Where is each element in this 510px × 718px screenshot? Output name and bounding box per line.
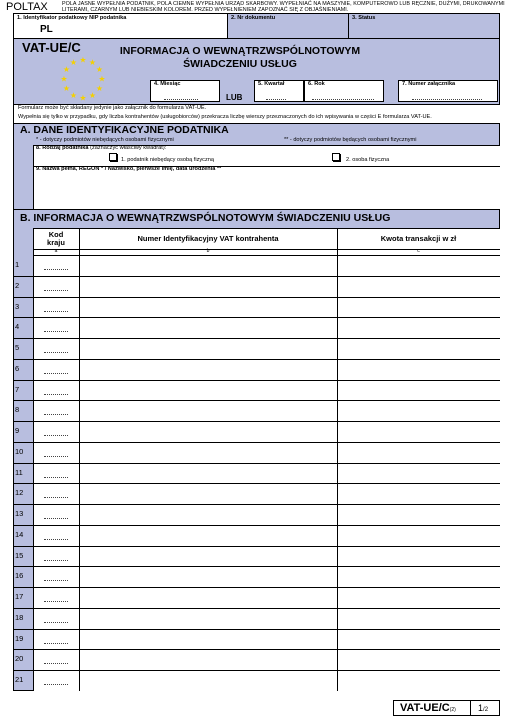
cell-vat[interactable] — [80, 525, 337, 546]
col-letter-a: a — [54, 248, 58, 254]
row-divider — [14, 359, 500, 360]
footer-version: (2) — [449, 707, 456, 713]
col-letter-c: c — [417, 248, 420, 254]
cell-vat[interactable] — [80, 442, 337, 463]
cell-amount[interactable] — [338, 546, 500, 567]
country-input-line — [44, 643, 68, 644]
star-icon: ★ — [79, 55, 87, 65]
cell-country[interactable] — [34, 338, 79, 359]
option-non-natural-checkbox[interactable] — [109, 153, 117, 161]
option-non-natural-label: 1. podatnik niebędący osobą fizyczną — [121, 157, 214, 163]
star-icon: ★ — [98, 74, 106, 84]
cell-amount[interactable] — [338, 276, 500, 297]
form-title — [110, 45, 370, 71]
country-input-line — [44, 539, 68, 540]
form-title-line2: ŚWIADCZENIU USŁUG — [183, 58, 297, 70]
country-input-line — [44, 414, 68, 415]
cell-amount[interactable] — [338, 483, 500, 504]
cell-country[interactable] — [34, 442, 79, 463]
cell-country[interactable] — [34, 566, 79, 587]
star-icon: ★ — [95, 65, 104, 74]
row-divider — [14, 463, 500, 464]
row-divider — [14, 649, 500, 650]
star-icon: ★ — [69, 91, 78, 100]
cell-country[interactable] — [34, 608, 79, 629]
cell-vat[interactable] — [80, 566, 337, 587]
filling-instructions: POLA JASNE WYPEŁNIA PODATNIK, POLA CIEMNE WYPEŁNIA URZĄD SKARBOWY. WYPEŁNIAĆ NA MASZYNIE, KOMPUTEROWO LUB RĘCZNIE, DUŻYMI, DRUKOWANYMI LITERAMI, CZARNYM LUB NIEBIESKIM KOLOREM. PRZED WYPEŁNIENIEM ZAPOZNAĆ SIĘ Z OBJAŚNIENIAMI. — [62, 1, 505, 14]
row-divider — [14, 442, 500, 443]
eu-stars-icon — [58, 54, 108, 104]
col-vat-header: Numer Identyfikacyjny VAT kontrahenta — [137, 234, 279, 243]
country-input-line — [44, 331, 68, 332]
cell-vat[interactable] — [80, 587, 337, 608]
row-divider — [14, 670, 500, 671]
cell-vat[interactable] — [80, 380, 337, 401]
row-number: 9 — [15, 426, 20, 436]
cell-amount[interactable] — [338, 421, 500, 442]
row-number: 6 — [15, 363, 20, 373]
cell-country[interactable] — [34, 483, 79, 504]
row-divider — [14, 380, 500, 381]
cell-vat[interactable] — [80, 629, 337, 650]
row-number: 18 — [15, 612, 24, 622]
row-number: 3 — [15, 301, 20, 311]
form-code: VAT-UE/C — [22, 40, 81, 55]
nip-prefix: PL — [40, 24, 53, 35]
country-input-line — [44, 684, 68, 685]
cell-vat[interactable] — [80, 297, 337, 318]
row-divider — [14, 629, 500, 630]
cell-country[interactable] — [34, 525, 79, 546]
attachment-input-line — [412, 99, 482, 100]
country-input-line — [44, 373, 68, 374]
cell-country[interactable] — [34, 359, 79, 380]
footer-code-text: VAT-UE/C — [400, 702, 450, 714]
cell-country[interactable] — [34, 400, 79, 421]
footer-form-code — [400, 702, 456, 714]
cell-vat[interactable] — [80, 338, 337, 359]
or-label: LUB — [226, 93, 243, 102]
cell-amount[interactable] — [338, 587, 500, 608]
country-input-line — [44, 518, 68, 519]
divider — [14, 209, 500, 210]
star-icon: ★ — [62, 65, 71, 74]
col-amount-header: Kwota transakcji w zł — [380, 234, 457, 243]
country-input-line — [44, 663, 68, 664]
country-input-line — [44, 497, 68, 498]
cell-vat[interactable] — [80, 608, 337, 629]
row-divider — [14, 338, 500, 339]
option-natural-person-checkbox[interactable] — [332, 153, 340, 161]
row-number: 10 — [15, 446, 24, 456]
row-divider — [14, 421, 500, 422]
row-number: 4 — [15, 322, 20, 332]
cell-country[interactable] — [34, 629, 79, 650]
cell-amount[interactable] — [338, 255, 500, 276]
month-label: 4. Miesiąc — [154, 81, 181, 87]
cell-vat[interactable] — [80, 483, 337, 504]
row-number: 20 — [15, 654, 24, 664]
cell-amount[interactable] — [338, 338, 500, 359]
row-divider — [14, 483, 500, 484]
country-input-line — [44, 352, 68, 353]
star-icon: ★ — [60, 74, 68, 84]
cell-country[interactable] — [34, 587, 79, 608]
option-natural-person-label: 2. osoba fizyczna — [346, 157, 390, 163]
quarter-input-line — [266, 99, 286, 100]
divider — [470, 700, 471, 716]
country-input-line — [44, 311, 68, 312]
cell-vat[interactable] — [80, 546, 337, 567]
country-input-line — [44, 560, 68, 561]
cell-country[interactable] — [34, 421, 79, 442]
star-icon: ★ — [88, 58, 97, 67]
cell-amount[interactable] — [338, 566, 500, 587]
row-number: 16 — [15, 571, 24, 581]
month-input-line — [164, 99, 198, 100]
col-letter-b: b — [206, 248, 210, 254]
col-country-header — [33, 231, 79, 247]
status-label: 3. Status — [352, 15, 376, 21]
section-b-title: B. INFORMACJA O WEWNĄTRZWSPÓLNOTOWYM ŚWIADCZENIU USŁUG — [20, 212, 391, 224]
cell-country[interactable] — [34, 670, 79, 691]
attachment-no-label: 7. Numer załącznika — [402, 81, 456, 87]
cell-amount[interactable] — [338, 649, 500, 670]
country-input-line — [44, 435, 68, 436]
cell-amount[interactable] — [338, 380, 500, 401]
divider — [14, 38, 500, 39]
cell-vat[interactable] — [80, 400, 337, 421]
row-divider — [14, 400, 500, 401]
cell-country[interactable] — [34, 463, 79, 484]
doc-no-label: 2. Nr dokumentu — [231, 15, 276, 21]
cell-vat[interactable] — [80, 276, 337, 297]
row-divider — [14, 297, 500, 298]
country-input-line — [44, 622, 68, 623]
row-divider — [14, 546, 500, 547]
cell-amount[interactable] — [338, 317, 500, 338]
cell-country[interactable] — [34, 546, 79, 567]
row-number: 11 — [15, 467, 23, 477]
cell-amount[interactable] — [338, 525, 500, 546]
cell-vat[interactable] — [80, 421, 337, 442]
section-a-note-1: * - dotyczy podmiotów niebędących osobami fizycznymi — [36, 137, 174, 143]
star-icon: ★ — [62, 84, 71, 93]
quarter-label: 5. Kwartał — [258, 81, 285, 87]
row-divider — [14, 317, 500, 318]
row-number: 2 — [15, 280, 20, 290]
country-input-line — [44, 601, 68, 602]
cell-amount[interactable] — [338, 504, 500, 525]
taxpayer-type-label-text: 8. Rodzaj podatnika — [36, 145, 89, 151]
cell-country[interactable] — [34, 504, 79, 525]
row-number: 1 — [15, 260, 20, 269]
year-label: 6. Rok — [308, 81, 325, 87]
row-number: 19 — [15, 633, 24, 643]
form-title-line1: INFORMACJA O WEWNĄTRZWSPÓLNOTOWYM — [119, 45, 361, 57]
cell-amount[interactable] — [338, 463, 500, 484]
taxpayer-type-hint: (zaznaczyć właściwy kwadrat): — [90, 145, 167, 151]
cell-country[interactable] — [34, 317, 79, 338]
cell-country[interactable] — [34, 297, 79, 318]
cell-amount[interactable] — [338, 400, 500, 421]
col-country-line1: Kod — [48, 230, 64, 239]
row-number: 17 — [15, 592, 24, 602]
cell-vat[interactable] — [80, 317, 337, 338]
country-input-line — [44, 394, 68, 395]
row-number: 15 — [15, 550, 24, 560]
nip-label: 1. Identyfikator podatkowy NIP podatnika — [17, 15, 127, 21]
cell-vat[interactable] — [80, 359, 337, 380]
country-input-line — [44, 477, 68, 478]
star-icon: ★ — [69, 58, 78, 67]
row-number: 7 — [15, 384, 20, 394]
row-divider — [14, 587, 500, 588]
star-icon: ★ — [79, 93, 87, 103]
cell-amount[interactable] — [338, 359, 500, 380]
country-input-line — [44, 269, 68, 270]
row-divider — [14, 504, 500, 505]
cell-amount[interactable] — [338, 670, 500, 691]
cell-country[interactable] — [34, 255, 79, 276]
cell-amount[interactable] — [338, 442, 500, 463]
section-a-title: A. DANE IDENTYFIKACYJNE PODATNIKA — [20, 124, 229, 136]
cell-country[interactable] — [34, 649, 79, 670]
cell-vat[interactable] — [80, 255, 337, 276]
cell-vat[interactable] — [80, 504, 337, 525]
year-input-line — [312, 99, 374, 100]
cell-vat[interactable] — [80, 463, 337, 484]
country-input-line — [44, 580, 68, 581]
row-number: 12 — [15, 488, 24, 498]
row-number: 21 — [15, 675, 24, 685]
cell-amount[interactable] — [338, 608, 500, 629]
star-icon: ★ — [95, 84, 104, 93]
brand-label: POLTAX — [6, 1, 48, 13]
col-country-line2: kraju — [47, 238, 65, 247]
section-a-note-2: ** - dotyczy podmiotów będących osobami fizycznymi — [284, 137, 417, 143]
row-divider — [14, 276, 500, 277]
page-current: 1 — [478, 703, 484, 713]
cell-amount[interactable] — [338, 297, 500, 318]
page-total: 2 — [484, 707, 489, 713]
cell-vat[interactable] — [80, 649, 337, 670]
row-divider — [14, 608, 500, 609]
row-divider — [14, 525, 500, 526]
footer-page-number — [478, 703, 488, 713]
row-number: 14 — [15, 529, 24, 539]
page-separator: / — [483, 707, 485, 713]
row-number: 13 — [15, 509, 24, 519]
country-input-line — [44, 456, 68, 457]
cell-country[interactable] — [34, 380, 79, 401]
star-icon: ★ — [88, 91, 97, 100]
name-label: 9. Nazwa pełna, REGON * / Nazwisko, pierwsze imię, data urodzenia ** — [36, 166, 222, 172]
row-divider — [14, 566, 500, 567]
row-number: 8 — [15, 405, 20, 415]
taxpayer-type-label — [36, 145, 166, 152]
row-number: 5 — [15, 343, 20, 353]
note-line-1: Formularz może być składany jedynie jako załącznik do formularza VAT-UE. — [18, 105, 207, 111]
cell-country[interactable] — [34, 276, 79, 297]
country-input-line — [44, 290, 68, 291]
cell-vat[interactable] — [80, 670, 337, 691]
cell-amount[interactable] — [338, 629, 500, 650]
note-line-2: Wypełnia się tylko w przypadku, gdy liczba kontrahentów (usługobiorców) przekracza liczbę wierszy przeznaczonych do ich wpisywania w części E formularza VAT-UE. — [18, 114, 432, 120]
